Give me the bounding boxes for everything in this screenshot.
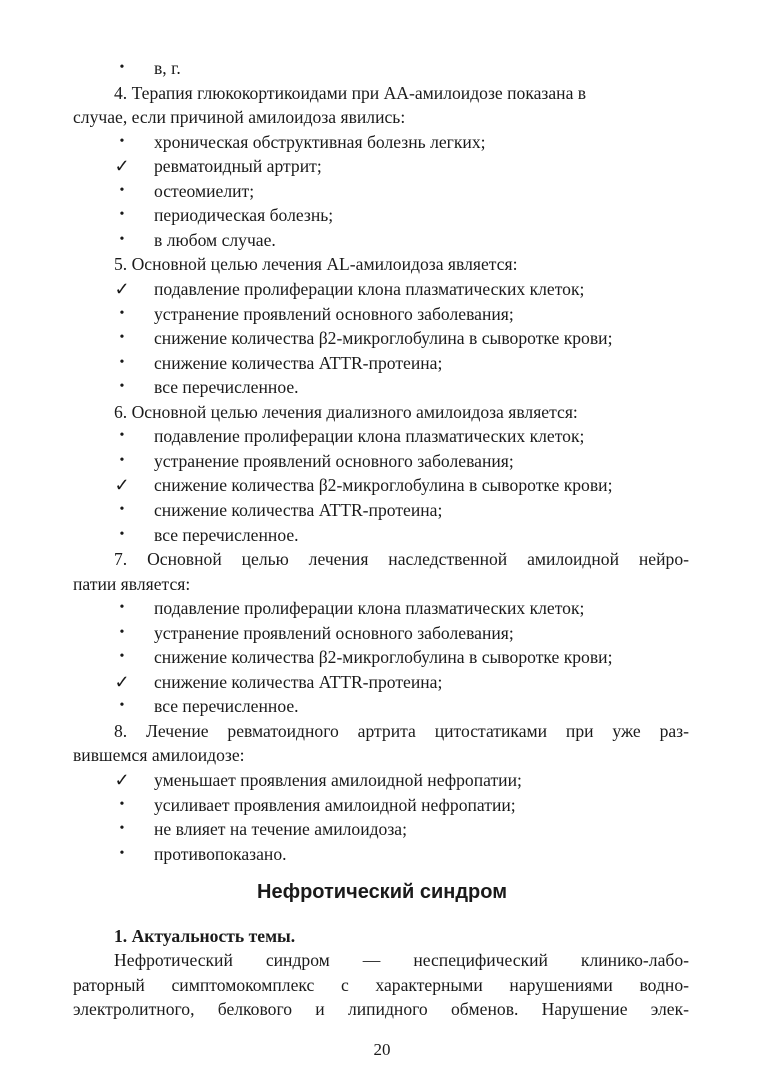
body-line (0, 947, 764, 973)
body-line (0, 996, 764, 1022)
answer-option: все перечисленное. (154, 377, 299, 398)
question-text: 6. Основной целью лечения диализного амилоидоза является: (114, 401, 578, 422)
bullet-icon: • (119, 354, 125, 370)
correct-answer-option: уменьшает проявления амилоидной нефропатии; (154, 770, 522, 790)
text-line (0, 227, 764, 253)
answer-option: снижение количества ATTR-протеина; (154, 499, 443, 520)
answer-option: периодическая болезнь; (154, 205, 334, 226)
text-line (0, 472, 764, 498)
answer-option: усиливает проявления амилоидной нефропатии; (154, 794, 516, 815)
bullet-icon: • (119, 698, 125, 714)
answer-option: остеомиелит; (154, 180, 255, 201)
question-continuation: патии является: (73, 573, 191, 594)
text-line (0, 325, 764, 351)
bullet-icon: • (119, 330, 125, 346)
answer-option: все перечисленное. (154, 696, 299, 717)
question-text: 4. Терапия глюкокортикоидами при АА-амилоидозе показана в (114, 82, 587, 103)
text-line (0, 816, 764, 842)
text-line (0, 129, 764, 155)
section-heading: Нефротический синдром (257, 881, 507, 903)
bullet-icon: • (119, 207, 125, 223)
bullet-icon: • (119, 821, 125, 837)
answer-option: не влияет на течение амилоидоза; (154, 819, 408, 840)
answer-option: в, г. (154, 58, 181, 78)
checkmark-icon: ✓ (114, 279, 130, 299)
answer-option: хроническая обструктивная болезнь легких; (154, 131, 486, 152)
checkmark-icon: ✓ (114, 156, 130, 177)
bullet-icon: • (119, 182, 125, 198)
answer-option: снижение количества ATTR-протеина; (154, 352, 443, 373)
text-line (0, 55, 764, 81)
text-line (0, 718, 764, 744)
answer-option: снижение количества β2-микроглобулина в сыворотке крови; (154, 328, 613, 349)
text-line (0, 620, 764, 646)
answer-option: устранение проявлений основного заболевания; (154, 622, 514, 643)
text-line (0, 644, 764, 670)
text-line (0, 693, 764, 719)
checkmark-icon: ✓ (114, 770, 130, 790)
text-line (0, 497, 764, 523)
question-continuation: случае, если причиной амилоидоза явились: (73, 107, 406, 128)
answer-option: противопоказано. (154, 843, 287, 864)
bullet-icon: • (119, 501, 125, 517)
bullet-icon: • (119, 60, 125, 75)
answer-option: подавление пролиферации клона плазматических клеток; (154, 598, 585, 619)
correct-answer-option: подавление пролиферации клона плазматических клеток; (154, 279, 585, 299)
bullet-icon: • (119, 600, 125, 616)
text-line (0, 350, 764, 376)
correct-answer-option: снижение количества ATTR-протеина; (154, 671, 443, 692)
subsection-line (0, 923, 764, 949)
text-line (0, 841, 764, 867)
text-line (0, 546, 764, 572)
correct-answer-option: снижение количества β2-микроглобулина в сыворотке крови; (154, 475, 613, 496)
body-text: раторный симптомокомплекс с характерными нарушениями водно- (73, 975, 689, 995)
answer-option: снижение количества β2-микроглобулина в сыворотке крови; (154, 647, 613, 668)
question-text: 7. Основной целью лечения наследственной амилоидной нейро- (114, 549, 689, 569)
bullet-icon: • (119, 133, 125, 149)
text-line (0, 251, 764, 277)
text-line (0, 399, 764, 425)
bullet-icon: • (119, 526, 125, 542)
bullet-icon: • (119, 305, 125, 321)
text-line (0, 571, 764, 597)
subsection-heading: 1. Актуальность темы. (114, 926, 296, 946)
bullet-icon: • (119, 624, 125, 640)
bullet-icon: • (119, 649, 125, 665)
text-line (0, 202, 764, 228)
body-line (0, 972, 764, 998)
bullet-icon: • (119, 379, 125, 395)
text-line (0, 767, 764, 793)
question-text: 5. Основной целью лечения AL-амилоидоза является: (114, 254, 518, 275)
text-line (0, 522, 764, 548)
text-line (0, 104, 764, 130)
body-text: электролитного, белкового и липидного обменов. Нарушение элек- (73, 999, 689, 1019)
text-line (0, 669, 764, 695)
answer-option: все перечисленное. (154, 524, 299, 545)
bullet-icon: • (119, 428, 125, 444)
answer-option: устранение проявлений основного заболевания; (154, 303, 514, 324)
page-number: 20 (373, 1040, 391, 1059)
bullet-icon: • (119, 845, 125, 861)
text-line (0, 742, 764, 768)
answer-option: устранение проявлений основного заболевания; (154, 450, 514, 471)
text-line (0, 178, 764, 204)
correct-answer-option: ревматоидный артрит; (154, 156, 322, 177)
text-line (0, 374, 764, 400)
text-line (0, 423, 764, 449)
text-line (0, 792, 764, 818)
answer-option: в любом случае. (154, 229, 276, 250)
bullet-icon: • (119, 231, 125, 247)
question-text: 8. Лечение ревматоидного артрита цитостатиками при уже раз- (114, 720, 689, 741)
text-line (0, 276, 764, 302)
text-line (0, 448, 764, 474)
body-text: Нефротический синдром — неспецифический клинико-лабо- (114, 950, 689, 970)
text-line (0, 80, 764, 106)
question-continuation: вившемся амилоидозе: (73, 745, 245, 766)
text-line (0, 153, 764, 179)
bullet-icon: • (119, 452, 125, 468)
checkmark-icon: ✓ (114, 475, 130, 496)
bullet-icon: • (119, 796, 125, 812)
answer-option: подавление пролиферации клона плазматических клеток; (154, 426, 585, 447)
checkmark-icon: ✓ (114, 671, 130, 692)
text-line (0, 301, 764, 327)
text-line (0, 595, 764, 621)
